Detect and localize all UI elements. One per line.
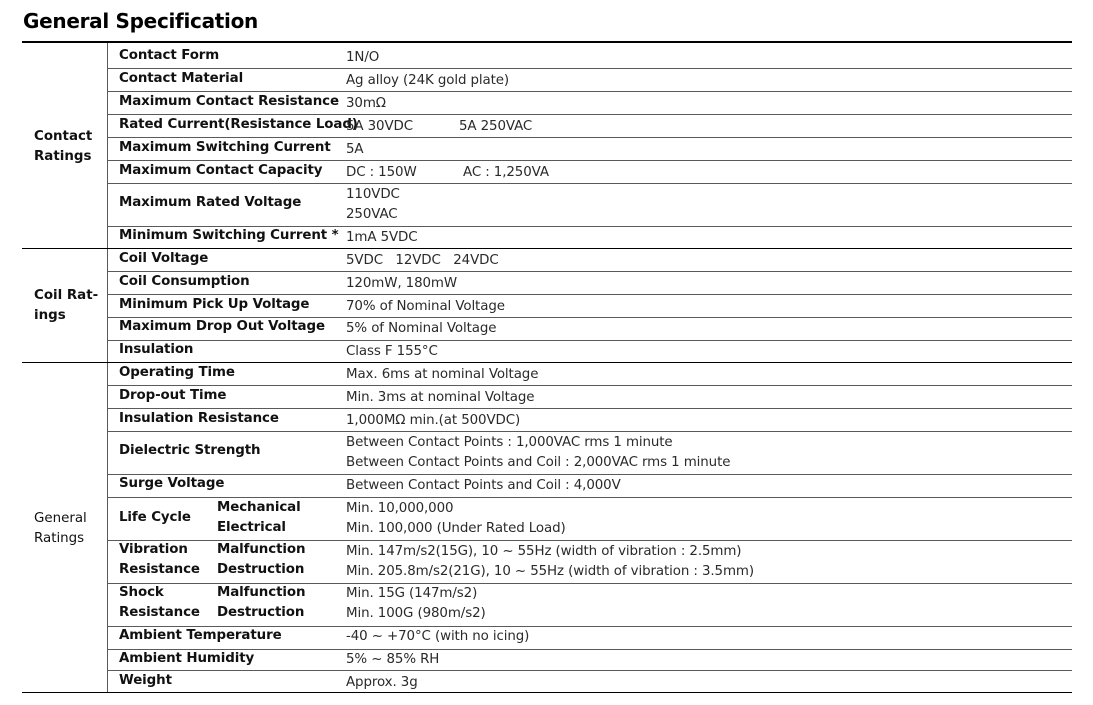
row-divider — [107, 68, 1072, 69]
group-label-general-ratings: General Ratings — [34, 511, 87, 546]
group-label-coil-ratings: Coil Rat- ings — [34, 288, 99, 323]
row-divider — [107, 340, 1072, 341]
table-bottom-rule — [22, 692, 1072, 693]
row-divider — [107, 183, 1072, 184]
page-title: General Specification — [23, 9, 258, 33]
row-divider — [107, 474, 1072, 475]
label-column-divider — [107, 43, 108, 693]
row-divider — [107, 431, 1072, 432]
row-divider — [107, 271, 1072, 272]
title-rule — [22, 41, 1072, 43]
group-label-contact-ratings: Contact Ratings — [34, 129, 93, 164]
row-divider — [107, 670, 1072, 671]
row-divider — [107, 385, 1072, 386]
